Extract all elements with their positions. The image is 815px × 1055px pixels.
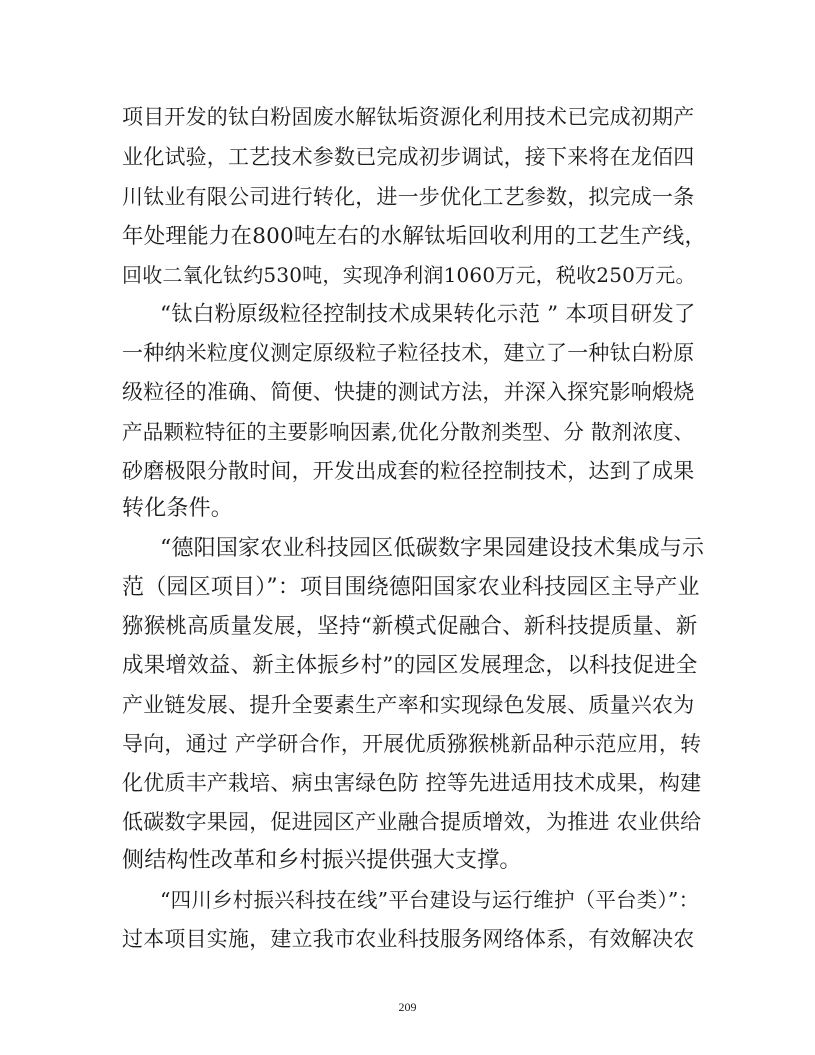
paragraph-start-line: “钛白粉原级粒径控制技术成果转化示范 ” 本项目研发了 xyxy=(160,302,696,327)
text-line: 导向，通过 产学研合作，开展优质猕猴桃新品种示范应用，转 xyxy=(122,732,702,756)
text-line: 侧结构性改革和乡村振兴提供强大支撑。 xyxy=(122,848,522,873)
text-line: 一种纳米粒度仪测定原级粒子粒径技术，建立了一种钛白粉原 xyxy=(122,341,695,365)
text-line: 范（园区项目）”：项目围绕德阳国家农业科技园区主导产业 xyxy=(122,575,700,600)
paragraph-start-line: “德阳国家农业科技园区低碳数字果园建设技术集成与示 xyxy=(160,536,705,561)
text-line: 砂磨极限分散时间，开发出成套的粒径控制技术，达到了成果 xyxy=(122,459,695,483)
text-line: 猕猴桃高质量发展，坚持“新模式促融合、新科技提质量、新 xyxy=(122,614,698,639)
text-line: 业化试验，工艺技术参数已完成初步调试，接下来将在龙佰四 xyxy=(122,145,695,169)
paragraph-start-line: “四川乡村振兴科技在线”平台建设与运行维护（平台类）”： xyxy=(160,888,700,912)
text-line: 化优质丰产栽培、病虫害绿色防 控等先进适用技术成果，构建 xyxy=(122,771,702,795)
text-line: 低碳数字果园，促进园区产业融合提质增效，为推进 农业供给 xyxy=(122,810,702,834)
text-line: 川钛业有限公司进行转化，进一步优化工艺参数，拟完成一条 xyxy=(122,185,695,209)
text-line: 成果增效益、新主体振乡村”的园区发展理念，以科技促进全 xyxy=(122,653,698,678)
text-line: 产品颗粒特征的主要影响因素,优化分散剂类型、分 散剂浓度、 xyxy=(122,420,695,444)
text-line: 产业链发展、提升全要素生产率和实现绿色发展、质量兴农为 xyxy=(122,693,695,717)
text-line: 转化条件。 xyxy=(122,496,234,521)
page-number: 209 xyxy=(398,1000,417,1014)
text-line: 回收二氧化钛约530吨，实现净利润1060万元，税收250万元。 xyxy=(122,263,696,287)
text-line: 项目开发的钛白粉固废水解钛垢资源化利用技术已完成初期产 xyxy=(122,105,695,129)
text-line: 级粒径的准确、简便、快捷的测试方法，并深入探究影响煅烧 xyxy=(122,380,695,404)
text-line: 年处理能力在800吨左右的水解钛垢回收利用的工艺生产线， xyxy=(122,224,707,249)
text-line: 过本项目实施，建立我市农业科技服务网络体系，有效解决农 xyxy=(122,927,695,951)
